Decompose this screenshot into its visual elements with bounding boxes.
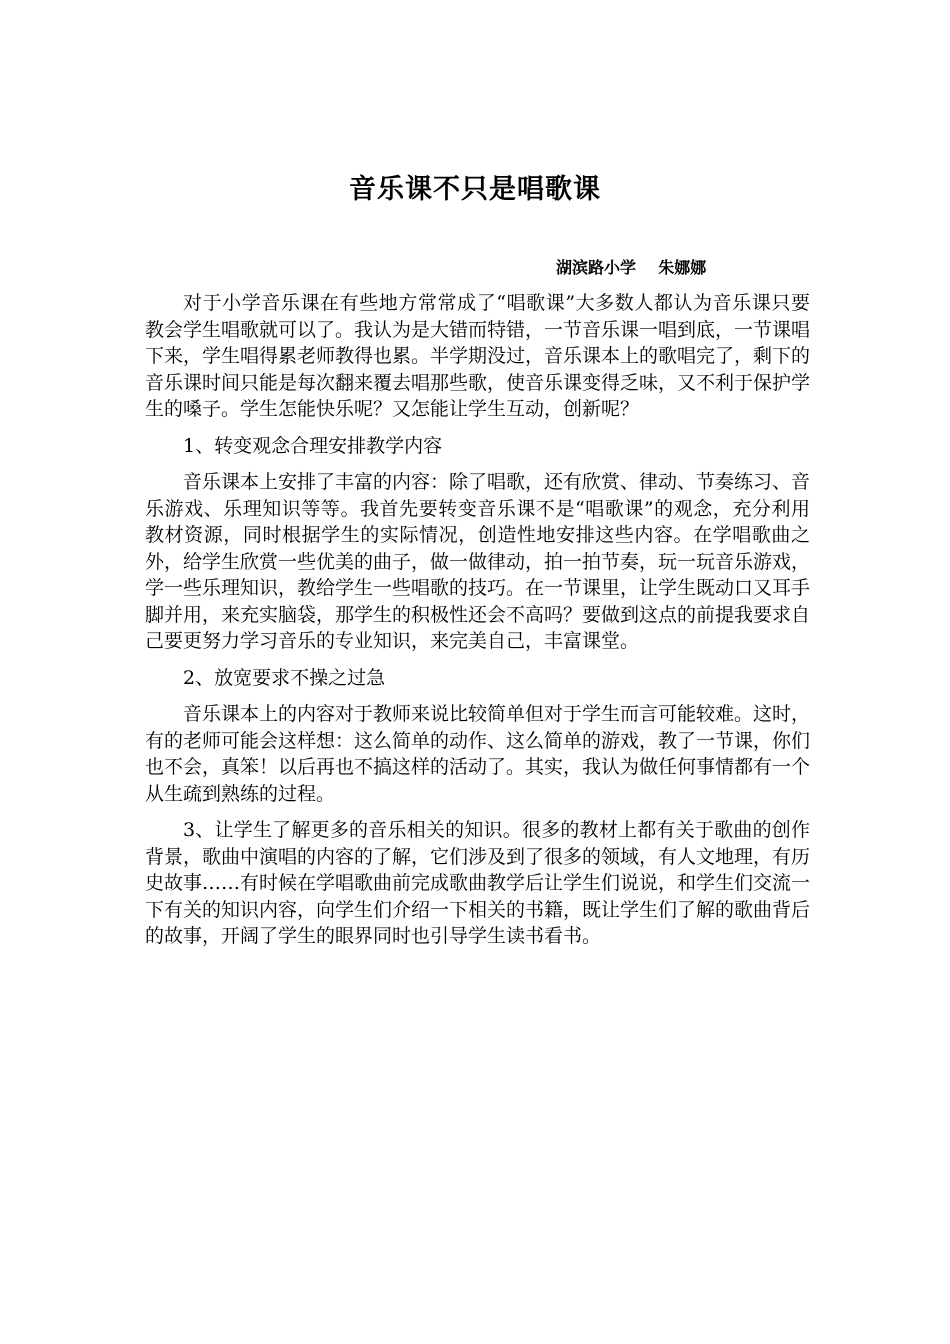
paragraph-section-2: 音乐课本上的内容对于教师来说比较简单但对于学生而言可能较难。这时，有的老师可能会这样想：这么简单的动作、这么简单的游戏，教了一节课，你们也不会，真笨！以后再也不搞这样的活动了。其实，我认为做任何事情都有一个从生疏到熟练的过程。: [145, 703, 811, 805]
section-heading-2: 2、放宽要求不操之过急: [183, 666, 386, 689]
author-line: 湖滨路小学 朱娜娜: [556, 258, 707, 277]
paragraph-intro: 对于小学音乐课在有些地方常常成了“唱歌课”大多数人都认为音乐课只要教会学生唱歌就可以了。我认为是大错而特错，一节音乐课一唱到底，一节课唱下来，学生唱得累老师教得也累。半学期没过，音乐课本上的歌唱完了，剩下的音乐课时间只能是每次翻来覆去唱那些歌，使音乐课变得乏味，又不利于保护学生的嗓子。学生怎能快乐呢？又怎能让学生互动，创新呢？: [145, 292, 811, 420]
paragraph-section-3: 3、让学生了解更多的音乐相关的知识。很多的教材上都有关于歌曲的创作背景，歌曲中演唱的内容的了解，它们涉及到了很多的领域，有人文地理，有历史故事……有时候在学唱歌曲前完成歌曲教学后让学生们说说，和学生们交流一下有关的知识内容，向学生们介绍一下相关的书籍，既让学生们了解的歌曲背后的故事，开阔了学生的眼界同时也引导学生读书看书。: [145, 819, 811, 947]
document-title: 音乐课不只是唱歌课: [349, 174, 601, 205]
document-body: [145, 290, 810, 960]
section-heading-1: 1、转变观念合理安排教学内容: [183, 434, 443, 457]
paragraph-section-1: 音乐课本上安排了丰富的内容：除了唱歌，还有欣赏、律动、节奏练习、音乐游戏、乐理知识等等。我首先要转变音乐课不是“唱歌课”的观念，充分利用教材资源，同时根据学生的实际情况，创造性地安排这些内容。在学唱歌曲之外，给学生欣赏一些优美的曲子，做一做律动，拍一拍节奏，玩一玩音乐游戏，学一些乐理知识，教给学生一些唱歌的技巧。在一节课里，让学生既动口又耳手脚并用，来充实脑袋，那学生的积极性还会不高吗？要做到这点的前提我要求自己要更努力学习音乐的专业知识，来完美自己，丰富课堂。: [145, 471, 811, 652]
